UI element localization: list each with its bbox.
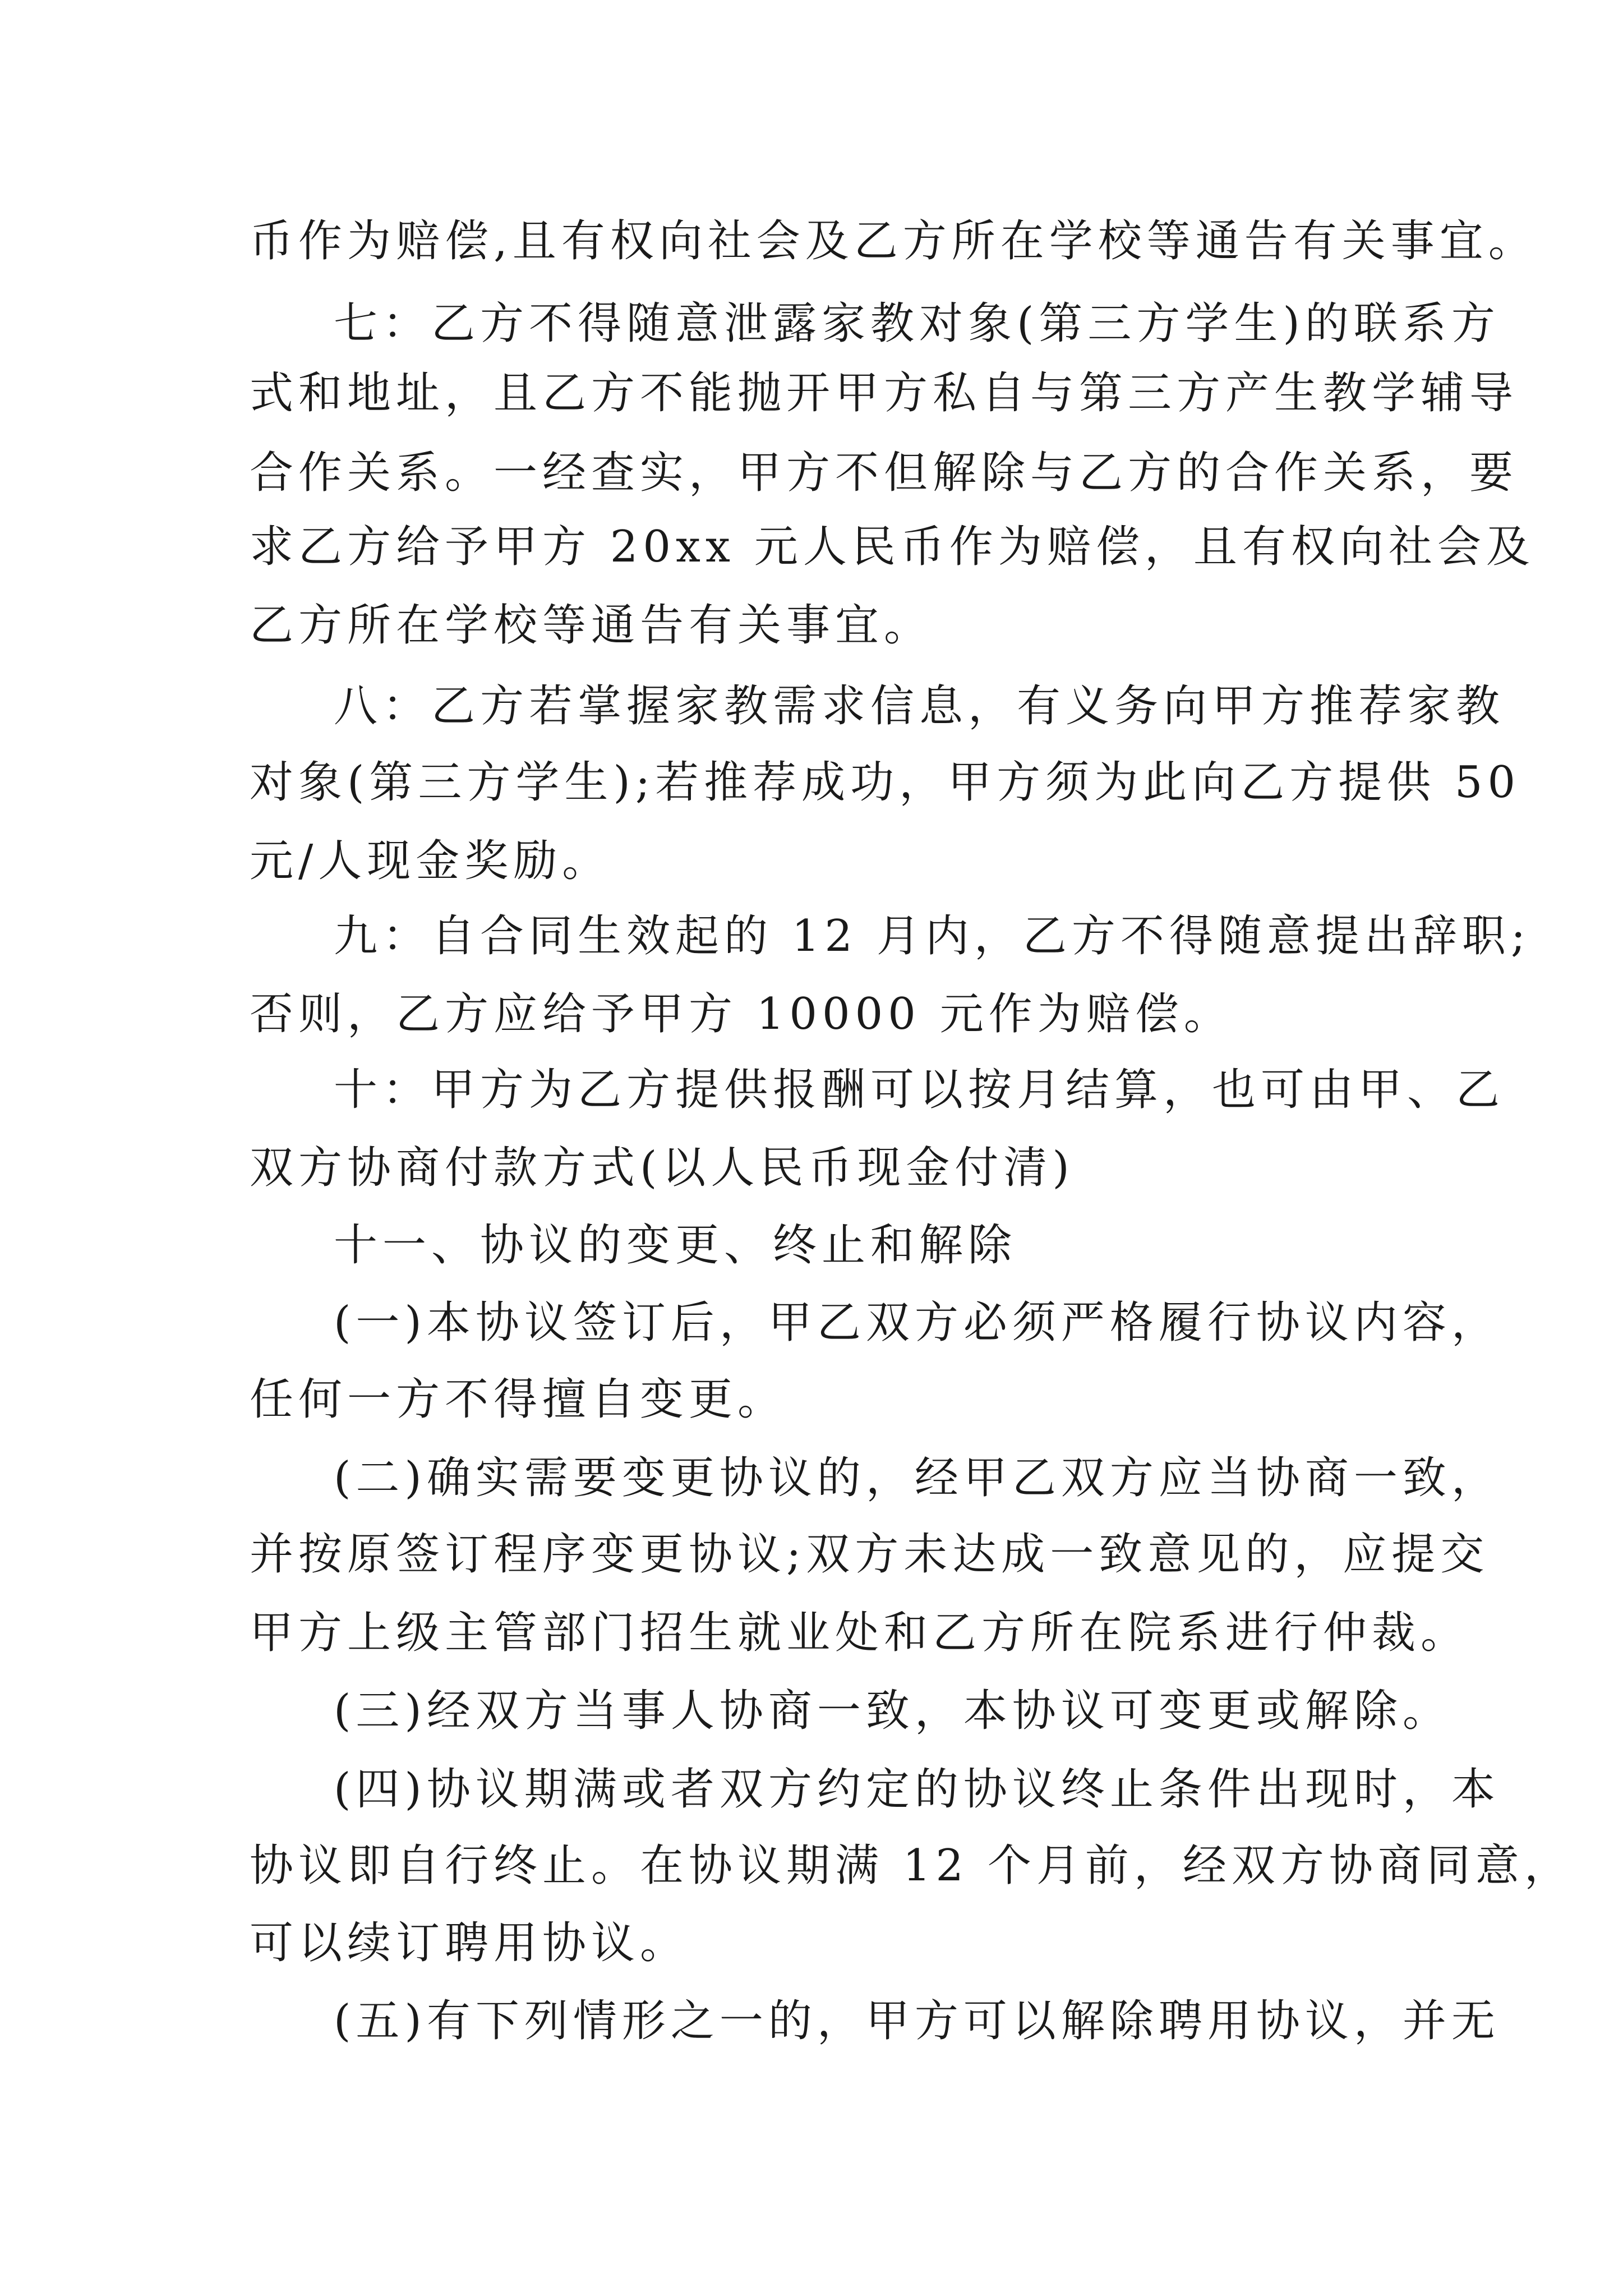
text-line: 八：乙方若掌握家教需求信息，有义务向甲方推荐家教 — [334, 681, 1505, 731]
text-line: 式和地址，且乙方不能抛开甲方私自与第三方产生教学辅导 — [250, 368, 1519, 418]
text-line: 合作关系。一经查实，甲方不但解除与乙方的合作关系，要 — [250, 448, 1519, 498]
text-line: 甲方上级主管部门招生就业处和乙方所在院系进行仲裁。 — [250, 1608, 1470, 1658]
text-line: 任何一方不得擅自变更。 — [250, 1374, 787, 1425]
text-line: 币作为赔偿,且有权向社会及乙方所在学校等通告有关事宜。 — [250, 216, 1537, 266]
text-line: 元/人现金奖励。 — [250, 836, 611, 886]
text-line: 十一、协议的变更、终止和解除 — [334, 1220, 1017, 1271]
text-line: (三)经双方当事人协商一致，本协议可变更或解除。 — [334, 1686, 1451, 1736]
text-line: 否则，乙方应给予甲方 10000 元作为赔偿。 — [250, 989, 1233, 1039]
text-line: 可以续订聘用协议。 — [250, 1918, 689, 1968]
text-line: (五)有下列情形之一的，甲方可以解除聘用协议，并无 — [334, 1996, 1500, 2046]
text-line: 双方协商付款方式(以人民币现金付清) — [250, 1143, 1075, 1193]
text-line: 对象(第三方学生);若推荐成功，甲方须为此向乙方提供 50 — [250, 757, 1521, 808]
text-line: (二)确实需要变更协议的，经甲乙双方应当协商一致， — [334, 1453, 1500, 1503]
text-line: 求乙方给予甲方 20xx 元人民币作为赔偿，且有权向社会及 — [250, 522, 1535, 572]
text-line: 九：自合同生效起的 12 月内，乙方不得随意提出辞职; — [334, 911, 1531, 961]
text-line: 七：乙方不得随意泄露家教对象(第三方学生)的联系方 — [334, 298, 1500, 349]
text-line: 乙方所在学校等通告有关事宜。 — [250, 600, 933, 651]
text-line: (一)本协议签订后，甲乙双方必须严格履行协议内容， — [334, 1297, 1500, 1348]
text-line: 十：甲方为乙方提供报酬可以按月结算，也可由甲、乙 — [334, 1065, 1505, 1115]
text-line: 协议即自行终止。在协议期满 12 个月前，经双方协商同意， — [250, 1841, 1573, 1891]
text-line: (四)协议期满或者双方约定的协议终止条件出现时，本 — [334, 1764, 1500, 1815]
text-line: 并按原签订程序变更协议;双方未达成一致意见的，应提交 — [250, 1529, 1490, 1580]
